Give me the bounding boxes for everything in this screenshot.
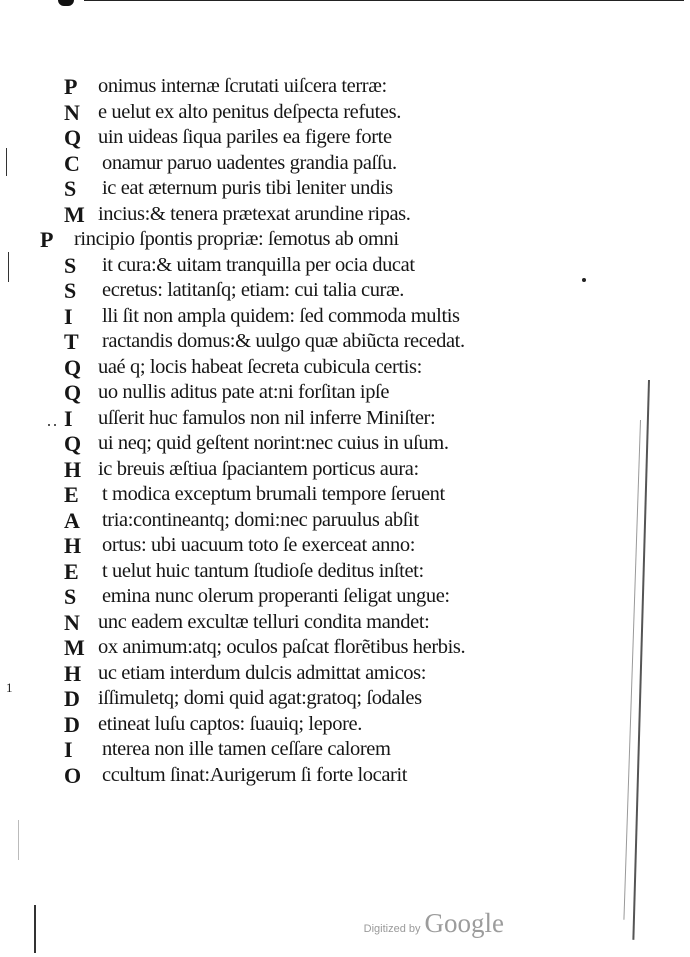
verse-line <box>40 176 560 202</box>
line-initial: T <box>64 329 79 354</box>
line-text: incius:& tenera prætexat arundine ripas. <box>98 202 411 225</box>
ink-speck <box>582 278 586 282</box>
line-initial: S <box>64 584 77 609</box>
verse-block <box>40 74 560 788</box>
line-initial: N <box>64 99 80 125</box>
line-text: rincipio ſpontis propriæ: ſemotus ab omni <box>74 228 399 250</box>
digitized-by-watermark <box>364 908 504 939</box>
line-text: uaé q; locis habeat ſecreta cubicula certis: <box>98 355 422 378</box>
line-text: uc etiam interdum dulcis admittat amicos: <box>98 661 427 684</box>
line-initial: E <box>64 482 79 507</box>
line-initial: M <box>64 201 85 227</box>
line-text: ic breuis æſtiua ſpaciantem porticus aura: <box>98 457 419 480</box>
line-text: onamur paruo uadentes grandia paſſu. <box>102 151 397 174</box>
line-text: emina nunc olerum properanti ſeligat ungue: <box>102 585 450 607</box>
verse-line <box>40 125 560 151</box>
line-initial: Q <box>64 380 82 405</box>
line-initial: H <box>64 533 82 558</box>
verse-line <box>40 712 560 738</box>
line-initial: Q <box>64 354 82 380</box>
verse-line <box>40 610 560 636</box>
verse-line <box>40 686 560 712</box>
margin-line <box>6 148 7 176</box>
margin-line <box>18 820 19 860</box>
line-text: nterea non ille tamen ceſſare calorem <box>102 738 391 760</box>
line-text: ox animum:atq; oculos paſcat florẽtibus herbis. <box>98 636 466 658</box>
line-text: lli ſit non ampla quidem: ſed commoda multis <box>102 304 460 327</box>
line-initial: S <box>64 176 77 201</box>
verse-line <box>40 329 560 355</box>
verse-line <box>40 406 560 432</box>
line-initial: S <box>64 278 77 303</box>
line-text: etineat luſu captos: ſuauiq; lepore. <box>98 712 362 735</box>
line-text: ic eat æternum puris tibi leniter undis <box>102 177 393 199</box>
line-text: uo nullis aditus pate at:ni forſitan ipſe <box>98 381 390 403</box>
line-initial: Q <box>64 431 82 456</box>
line-text: t modica exceptum brumali tempore ſeruent <box>102 483 445 505</box>
line-initial: D <box>64 711 80 737</box>
line-initial: I <box>64 405 73 431</box>
line-text: uſſerit huc famulos non nil inferre Miniſter: <box>98 406 436 429</box>
line-initial: I <box>64 303 73 329</box>
verse-line <box>40 457 560 483</box>
verse-line <box>40 533 560 559</box>
line-initial: E <box>64 558 79 584</box>
verse-line <box>40 584 560 610</box>
line-initial: I <box>64 737 73 762</box>
line-initial: Q <box>64 125 82 150</box>
line-text: tria:contineantq; domi:nec paruulus abſit <box>102 508 419 531</box>
verse-line <box>40 508 560 534</box>
line-initial: H <box>64 456 82 482</box>
line-initial: S <box>64 252 77 278</box>
line-text: onimus internæ ſcrutati uiſcera terræ: <box>98 75 387 97</box>
line-text: ortus: ubi uacuum toto ſe exerceat anno: <box>102 534 416 556</box>
verse-line <box>40 74 560 100</box>
line-text: e uelut ex alto penitus deſpecta refutes. <box>98 100 401 123</box>
margin-note: 1 <box>6 680 13 695</box>
verse-line <box>40 355 560 381</box>
ink-speck <box>48 424 50 426</box>
verse-line <box>40 253 560 279</box>
line-initial: P <box>64 74 78 99</box>
line-initial: D <box>64 686 80 711</box>
margin-line <box>8 252 9 282</box>
ink-blot <box>58 0 74 6</box>
page-edge-shadow <box>623 420 641 920</box>
digitized-by-label: Digitized by <box>363 923 421 935</box>
line-text: ui neq; quid geſtent norint:nec cuius in uſum. <box>98 432 449 454</box>
line-text: ecretus: latitanſq; etiam: cui talia curæ. <box>102 279 404 301</box>
verse-line <box>40 482 560 508</box>
line-initial: C <box>64 150 80 176</box>
google-logo: Google <box>424 908 504 938</box>
verse-line <box>40 763 560 789</box>
verse-line <box>40 227 560 253</box>
line-initial: N <box>64 609 80 635</box>
line-text: it cura:& uitam tranquilla per ocia ducat <box>102 253 415 276</box>
line-text: t uelut huic tantum ſtudioſe deditus inſtet: <box>102 559 424 582</box>
page-edge-shadow <box>632 380 650 940</box>
verse-line <box>40 100 560 126</box>
verse-line <box>40 202 560 228</box>
verse-line <box>40 635 560 661</box>
line-initial: M <box>64 635 85 660</box>
line-initial: H <box>64 660 82 686</box>
verse-line <box>40 380 560 406</box>
verse-line <box>40 278 560 304</box>
verse-line <box>40 431 560 457</box>
verse-line <box>40 737 560 763</box>
line-text: iſſimuletq; domi quid agat:gratoq; ſodales <box>98 687 422 709</box>
line-text: unc eadem excultæ telluri condita mandet: <box>98 610 430 633</box>
page-top-edge <box>84 0 684 1</box>
line-initial: A <box>64 507 80 533</box>
margin-line <box>34 905 36 953</box>
verse-line <box>40 151 560 177</box>
verse-line <box>40 559 560 585</box>
line-text: ccultum ſinat:Aurigerum ſi forte locarit <box>102 763 408 786</box>
verse-line <box>40 304 560 330</box>
ink-speck <box>54 424 56 426</box>
line-initial: P <box>40 227 54 252</box>
verse-line <box>40 661 560 687</box>
line-initial: O <box>64 762 82 788</box>
line-text: ractandis domus:& uulgo quæ abiũcta recedat. <box>102 330 465 352</box>
line-text: uin uideas ſiqua pariles ea figere forte <box>98 126 392 148</box>
